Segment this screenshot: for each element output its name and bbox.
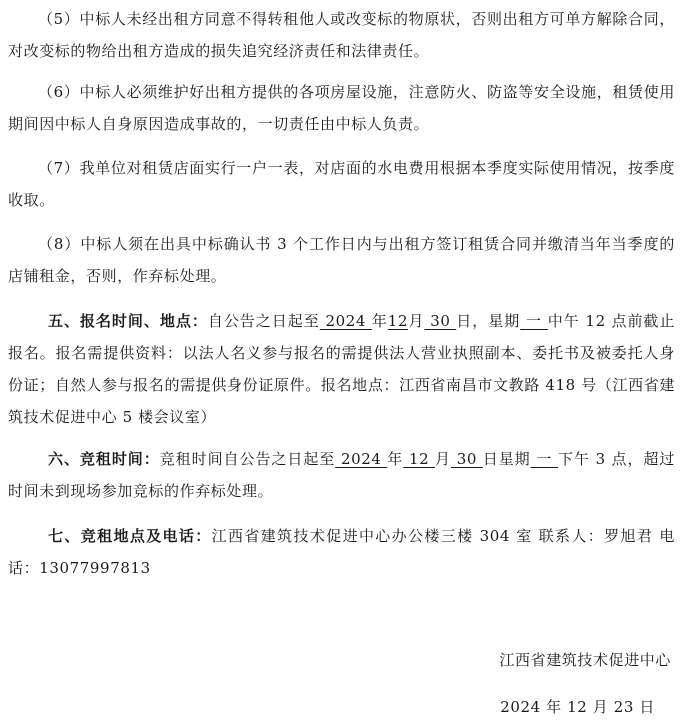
section-5-year-unit: 年 <box>371 312 388 330</box>
section-5-year: 2024 <box>319 312 372 330</box>
section-6-bidding-time <box>8 443 675 507</box>
section-6-day-unit: 日星期 <box>482 450 531 468</box>
clause-6: （6）中标人必须维护好出租方提供的各项房屋设施，注意防火、防盗等安全设施，租赁使用期间因中标人自身原因造成事故的，一切责任由中标人负责。 <box>8 83 675 133</box>
section-6-heading: 六、竞租时间： <box>48 450 160 468</box>
section-5-month-unit: 月 <box>408 312 425 330</box>
section-6-weekday: 一 <box>530 450 559 468</box>
section-5-weekday: 一 <box>520 312 548 330</box>
section-5-day: 30 <box>424 312 457 330</box>
clause-8: （8）中标人须在出具中标确认书 3 个工作日内与出租方签订租赁合同并缴清当年当季度的店铺租金，否则，作弃标处理。 <box>8 235 675 285</box>
section-6-text-b: 下午 3 点，超过时间未到现场参加竞标的作弃标处理。 <box>8 450 676 500</box>
clause-5: （5）中标人未经出租方同意不得转租他人或改变标的物原状，否则出租方可单方解除合同，对改变标的物给出租方造成的损失追究经济责任和法律责任。 <box>8 10 675 60</box>
section-6-year-unit: 年 <box>387 450 404 468</box>
section-5-month: 12 <box>387 312 409 330</box>
signature-date: 2024 年 12 月 23 日 <box>500 698 655 716</box>
section-7-text: 江西省建筑技术促进中心办公楼三楼 304 室 联系人：罗旭君 电话：13077997813 <box>8 527 675 577</box>
section-5-text-b: 中午 12 点前截止报名。报名需提供资料：以法人名义参与报名的需提供法人营业执照副本、委托书及被委托人身份证；自然人参与报名的需提供身份证原件。报名地点：江西省南昌市文教路 418 号（江西省建筑技术促进中心 5 楼会议室） <box>8 312 676 426</box>
signature-organization: 江西省建筑技术促进中心 <box>499 651 671 669</box>
section-5-day-unit: 日，星期 <box>456 312 521 330</box>
section-7-location-contact <box>8 520 675 584</box>
clause-7: （7）我单位对租赁店面实行一户一表，对店面的水电费用根据本季度实际使用情况，按季度收取。 <box>8 159 675 209</box>
section-6-month-unit: 月 <box>435 450 451 468</box>
section-6-text-a: 竞租时间自公告之日起至 <box>159 450 336 468</box>
section-6-month: 12 <box>403 450 436 468</box>
section-5-registration <box>8 305 675 433</box>
section-7-heading: 七、竞租地点及电话： <box>48 527 212 545</box>
section-5-heading: 五、报名时间、地点： <box>48 312 208 330</box>
section-6-day: 30 <box>450 450 483 468</box>
section-5-text-a: 自公告之日起至 <box>207 312 320 330</box>
section-6-year: 2024 <box>335 450 388 468</box>
